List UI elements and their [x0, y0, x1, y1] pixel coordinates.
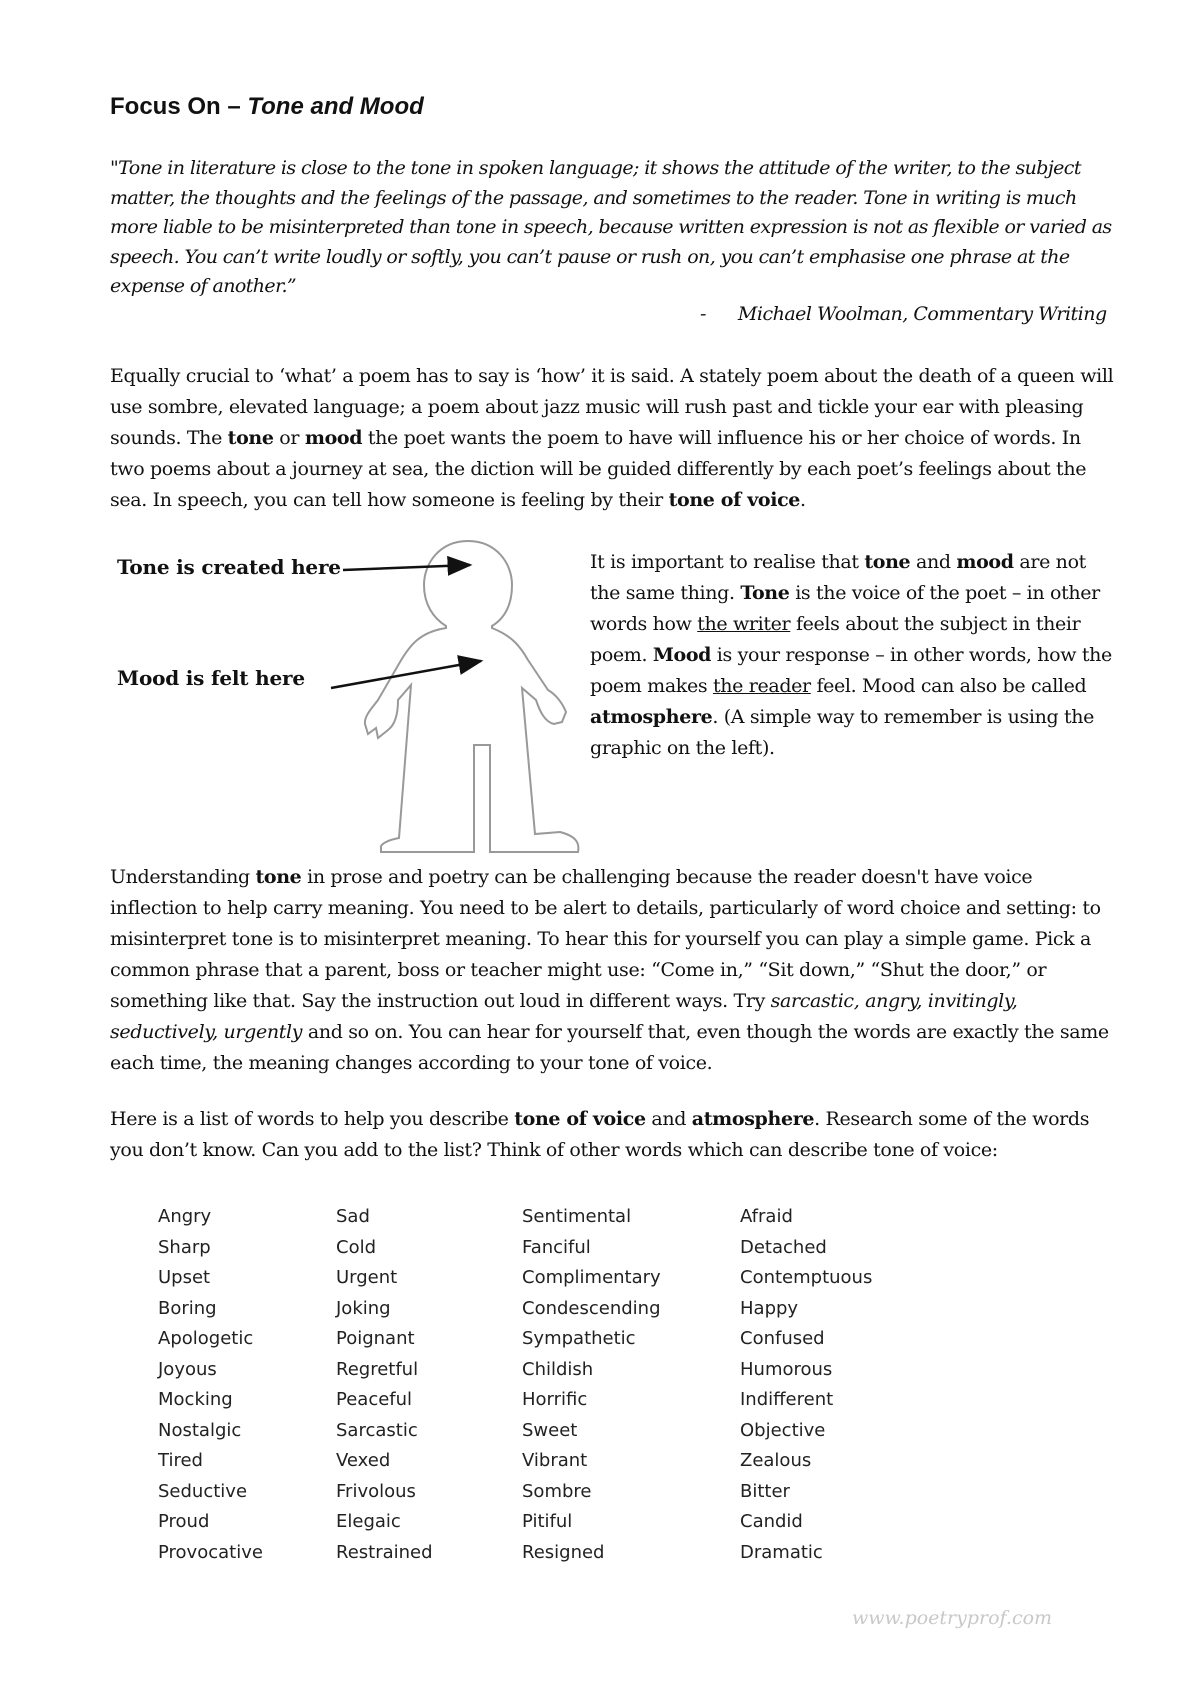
- tone-word: Zealous: [740, 1450, 812, 1471]
- tone-word: Peaceful: [336, 1389, 413, 1410]
- tone-word: Bitter: [740, 1480, 790, 1502]
- tone-word: Detached: [740, 1236, 827, 1258]
- tone-word: Humorous: [740, 1358, 833, 1380]
- tone-word: Sombre: [522, 1480, 592, 1502]
- bold-term: Mood: [652, 644, 712, 666]
- tone-word: Confused: [740, 1328, 825, 1349]
- text-run: the poet wants the poem to have will influence his or her choice of words. In two poems about a journey at sea, the diction will be guided differently by each poet’s feelings about the sea. In speech, you can tell how someone is feeling by their: [110, 427, 1087, 511]
- person-outline-icon: [365, 541, 579, 852]
- tone-word: Urgent: [336, 1267, 398, 1288]
- tone-word: Poignant: [336, 1328, 415, 1349]
- tone-word: Regretful: [336, 1358, 419, 1380]
- underlined-term: the reader: [712, 675, 811, 697]
- tone-word: Objective: [740, 1419, 826, 1441]
- tone-word: Indifferent: [740, 1389, 834, 1410]
- tone-word: Sad: [336, 1206, 370, 1227]
- tone-word: Upset: [158, 1267, 211, 1288]
- text-run: Equally crucial to ‘what’ a poem has to say is ‘how’ it is said. A stately poem about the death of a queen will use sombre, elevated language; a poem about jazz music will rush past and tickle your ear with pleasing sounds. The: [110, 365, 1114, 449]
- text-run: are not the same thing.: [590, 551, 1086, 604]
- text-run: feels about the subject in their poem.: [590, 613, 1081, 666]
- word-list-intro: [110, 1104, 1120, 1166]
- tone-word: Vibrant: [522, 1450, 588, 1471]
- text-run: .: [800, 489, 806, 511]
- tone-word: Vexed: [336, 1450, 391, 1471]
- bold-term: atmosphere: [691, 1108, 815, 1130]
- bold-term: mood: [956, 551, 1014, 573]
- text-run: Here is a list of words to help you describe: [110, 1108, 515, 1130]
- attribution-text: Michael Woolman, Commentary Writing: [737, 303, 1107, 325]
- tone-word: Resigned: [522, 1541, 605, 1563]
- tone-word: Condescending: [522, 1297, 661, 1319]
- text-run: feel. Mood can also be called: [810, 675, 1087, 697]
- text-run: Understanding: [110, 866, 256, 888]
- bold-term: mood: [304, 427, 363, 449]
- tone-word: Sympathetic: [522, 1328, 636, 1349]
- tone-word: Sentimental: [522, 1206, 632, 1227]
- tone-word: Boring: [158, 1297, 217, 1319]
- mood-label: Mood is felt here: [117, 666, 305, 690]
- tone-word: Sharp: [158, 1236, 211, 1258]
- tone-word: Nostalgic: [158, 1419, 242, 1441]
- bold-term: atmosphere: [590, 706, 713, 728]
- bold-term: Tone: [740, 582, 790, 604]
- tone-word: Frivolous: [336, 1480, 416, 1502]
- bold-term: tone: [864, 551, 911, 573]
- bold-term: tone of voice: [668, 489, 801, 511]
- understanding-paragraph: [110, 862, 1120, 1079]
- attribution-dash: -: [700, 303, 706, 325]
- tone-word: Angry: [158, 1206, 212, 1227]
- tone-word: Cold: [336, 1236, 377, 1258]
- tone-mood-explanation: [590, 547, 1120, 764]
- tone-word: Pitiful: [522, 1511, 573, 1532]
- text-run: or: [273, 427, 305, 449]
- tone-word: Contemptuous: [740, 1267, 873, 1288]
- underlined-term: the writer: [697, 613, 791, 635]
- tone-word: Mocking: [158, 1389, 233, 1410]
- tone-word: Happy: [740, 1297, 799, 1319]
- text-run: and so on. You can hear for yourself that, even though the words are exactly the same each time, the meaning changes according to your tone of voice.: [110, 1021, 1109, 1074]
- tone-word: Provocative: [158, 1541, 263, 1563]
- tone-word: Proud: [158, 1511, 210, 1532]
- tone-word: Apologetic: [158, 1328, 254, 1349]
- tone-word: Restrained: [336, 1541, 433, 1563]
- website-footer: www.poetryprof.com: [852, 1607, 1053, 1629]
- text-run: It is important to realise that: [590, 551, 865, 573]
- text-run: and: [910, 551, 957, 573]
- tone-word: Sarcastic: [336, 1419, 418, 1441]
- word-column: [522, 1202, 752, 1568]
- bold-term: tone of voice: [514, 1108, 646, 1130]
- tone-word: Sweet: [522, 1419, 578, 1441]
- bold-term: tone: [255, 866, 302, 888]
- title-emphasis: Tone and Mood: [247, 93, 424, 120]
- tone-word: Tired: [158, 1450, 203, 1471]
- tone-word: Fanciful: [522, 1236, 591, 1258]
- text-run: is the voice of the poet – in other words how: [590, 582, 1100, 635]
- tone-word: Horrific: [522, 1389, 588, 1410]
- italic-term: sarcastic, angry, invitingly, seductively, urgently: [110, 990, 1018, 1043]
- word-column: [740, 1202, 970, 1568]
- tone-label: Tone is created here: [117, 555, 341, 579]
- tone-word: Complimentary: [522, 1267, 661, 1288]
- title-prefix: Focus On –: [110, 93, 248, 120]
- text-run: . (A simple way to remember is using the graphic on the left).: [590, 706, 1095, 759]
- text-run: is your response – in other words, how the poem makes: [590, 644, 1112, 697]
- bold-term: tone: [227, 427, 274, 449]
- tone-word: Candid: [740, 1511, 803, 1532]
- tone-word: Afraid: [740, 1206, 793, 1227]
- tone-word: Dramatic: [740, 1541, 823, 1563]
- tone-word: Joyous: [158, 1358, 217, 1380]
- tone-word: Childish: [522, 1358, 594, 1380]
- tone-word: Elegaic: [336, 1511, 401, 1532]
- opening-quote: "Tone in literature is close to the tone in spoken language; it shows the attitude of the writer, to the subject matter, the thoughts and the feelings of the passage, and sometimes to the reader. Tone in writing is much more liable to be misinterpreted than tone in speech, because written expression is not as flexible or varied as speech. You can’t write loudly or softly, you can’t pause or rush on, you can’t emphasise one phrase at the expense of another.”: [110, 157, 1112, 297]
- text-run: . Research some of the words you don’t know. Can you add to the list? Think of other words which can describe tone of voice:: [110, 1108, 1090, 1161]
- text-run: and: [645, 1108, 692, 1130]
- text-run: in prose and poetry can be challenging because the reader doesn't have voice inflection to help carry meaning. You need to be alert to details, particularly of word choice and setting: to misinterpret tone is to misinterpret meaning. To hear this for yourself you can play a simple game. Pick a common phrase that a parent, boss or teacher might use: “Come in,” “Sit down,” “Shut the door,” or something like that. Say the instruction out loud in different ways. Try: [110, 866, 1101, 1012]
- tone-word: Seductive: [158, 1480, 248, 1502]
- tone-word: Joking: [336, 1297, 391, 1319]
